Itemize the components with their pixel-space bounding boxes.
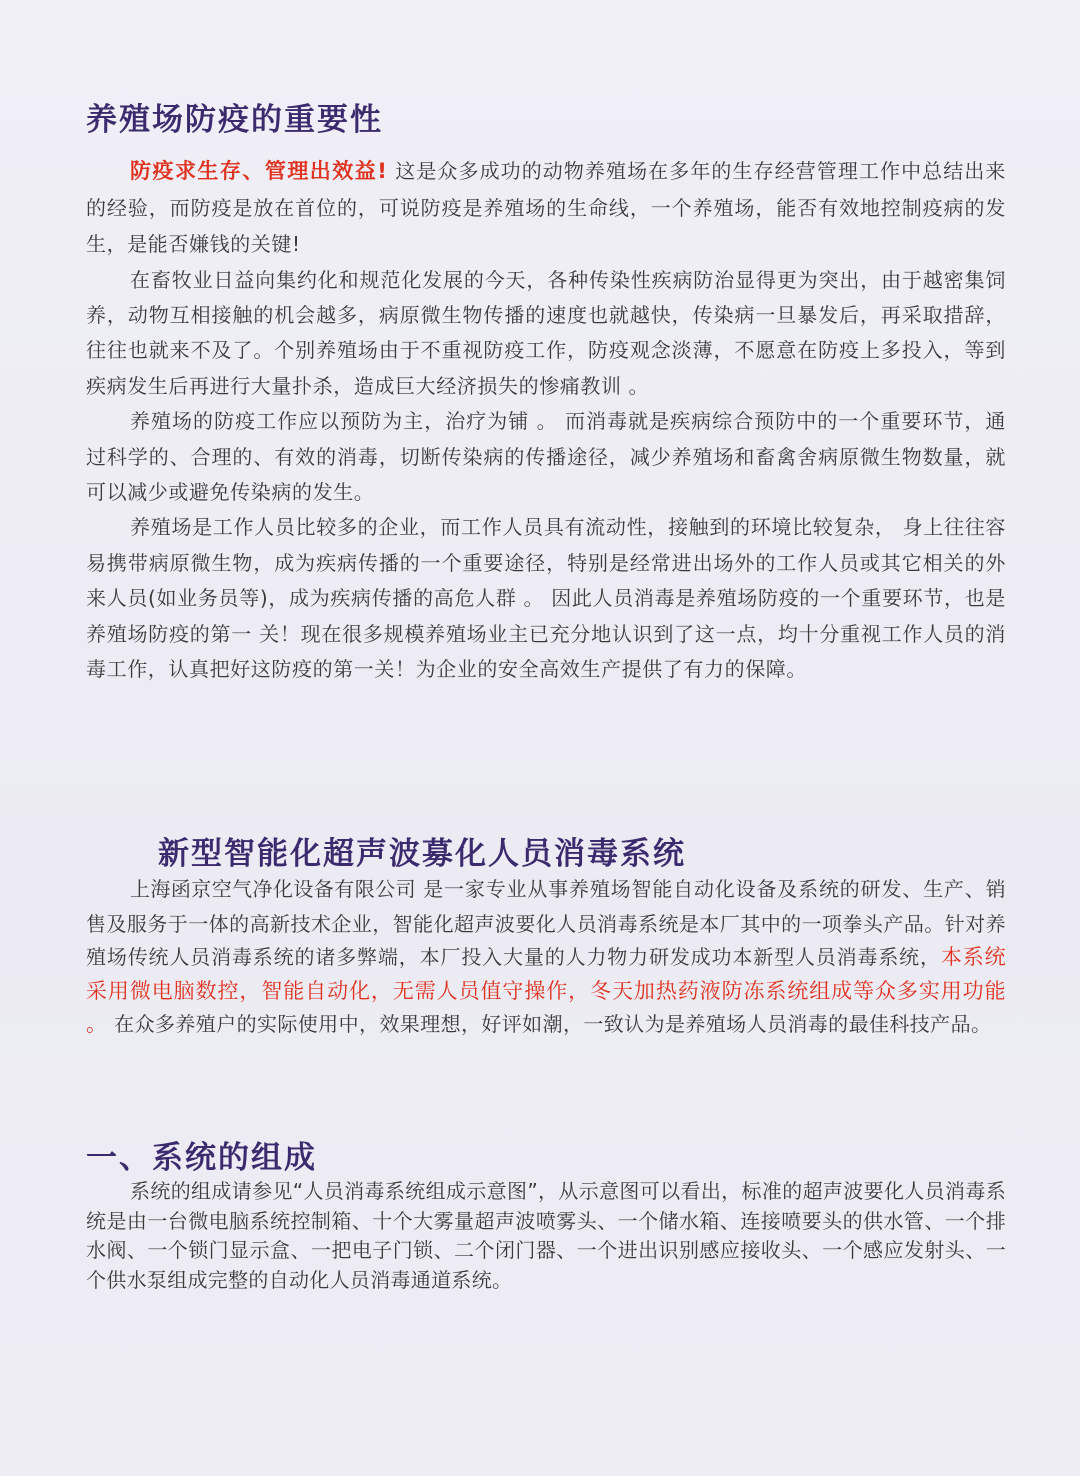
product-text-before: 是一家专业从事养殖场智能自动化设备及系统的研发、生产、销售及服务于一体的高新技术企业，智能化超声波要化人员消毒系统是本厂其中的一项拳头产品。针对养殖场传统人员消毒系统的诸多弊端，本厂投入大量的人力物力研发成功本新型人员消毒系统， (86, 877, 1006, 969)
section-title-product: 新型智能化超声波募化人员消毒系统 (158, 836, 686, 872)
section-importance-body (86, 153, 1006, 687)
section-composition-body (86, 1177, 1006, 1295)
product-text-after: 在众多养殖户的实际使用中，效果理想，好评如潮，一致认为是养殖场人员消毒的最佳科技产品。 (107, 1012, 992, 1036)
lead-highlight: 防疫求生存、管理出效益! (130, 159, 388, 183)
paragraph: 在畜牧业日益向集约化和规范化发展的今天，各种传染性疾病防治显得更为突出，由于越密集饲养，动物互相接触的机会越多，病原微生物传播的速度也就越快，传染病一旦暴发后，再采取措辞，往往也就来不及了。个别养殖场由于不重视防疫工作，防疫观念淡薄，不愿意在防疫上多投入，等到疾病发生后再进行大量扑杀，造成巨大经济损失的惨痛教训 。 (86, 267, 1006, 398)
company-name: 上海函京空气净化设备有限公司 (130, 879, 417, 901)
product-paragraph (86, 873, 1006, 1042)
composition-paragraph: 系统的组成请参见“人员消毒系统组成示意图”，从示意图可以看出，标准的超声波要化人员消毒系统是由一台微电脑系统控制箱、十个大雾量超声波喷雾头、一个储水箱、连接喷要头的供水管、一个排水阀、一个锁门显示盒、一把电子门锁、二个闭门器、一个进出识别感应接收头、一个感应发射头、一个供水泵组成完整的自动化人员消毒通道系统。 (86, 1179, 1006, 1292)
product-highlight: 本系统采用微电脑数控，智能自动化，无需人员值守操作，冬天加热药液防冻系统组成等众多实用功能 。 (86, 945, 1006, 1036)
lead-paragraph (86, 153, 1006, 263)
paragraph: 养殖场的防疫工作应以预防为主，治疗为铺 。 而消毒就是疾病综合预防中的一个重要环节，通过科学的、合理的、有效的消毒，切断传染病的传播途径，减少养殖场和畜禽舍病原微生物数量，就可以减少或避免传染病的发生。 (86, 409, 1006, 504)
section-title-importance: 养殖场防疫的重要性 (86, 102, 383, 138)
paragraph: 养殖场是工作人员比较多的企业，而工作人员具有流动性，接触到的环境比较复杂， 身上往往容易携带病原微生物，成为疾病传播的一个重要途径，特别是经常进出场外的工作人员或其它相关的外来人员(如业务员等)，成为疾病传播的高危人群 。 因此人员消毒是养殖场防疫的一个重要环节，也是养殖场防疫的第一 关！现在很多规模养殖场业主已充分地认识到了这一点，均十分重视工作人员的消毒工作，认真把好这防疫的第一关！为企业的安全高效生产提供了有力的保障。 (86, 515, 1006, 681)
lead-text: 这是众多成功的动物养殖场在多年的生存经营管理工作中总结出来的经验，而防疫是放在首位的，可说防疫是养殖场的生命线，一个养殖场，能否有效地控制疫病的发生，是能否嫌钱的关键! (86, 159, 1007, 256)
section-title-composition: 一、系统的组成 (86, 1140, 317, 1176)
section-product-body (86, 873, 1006, 1042)
